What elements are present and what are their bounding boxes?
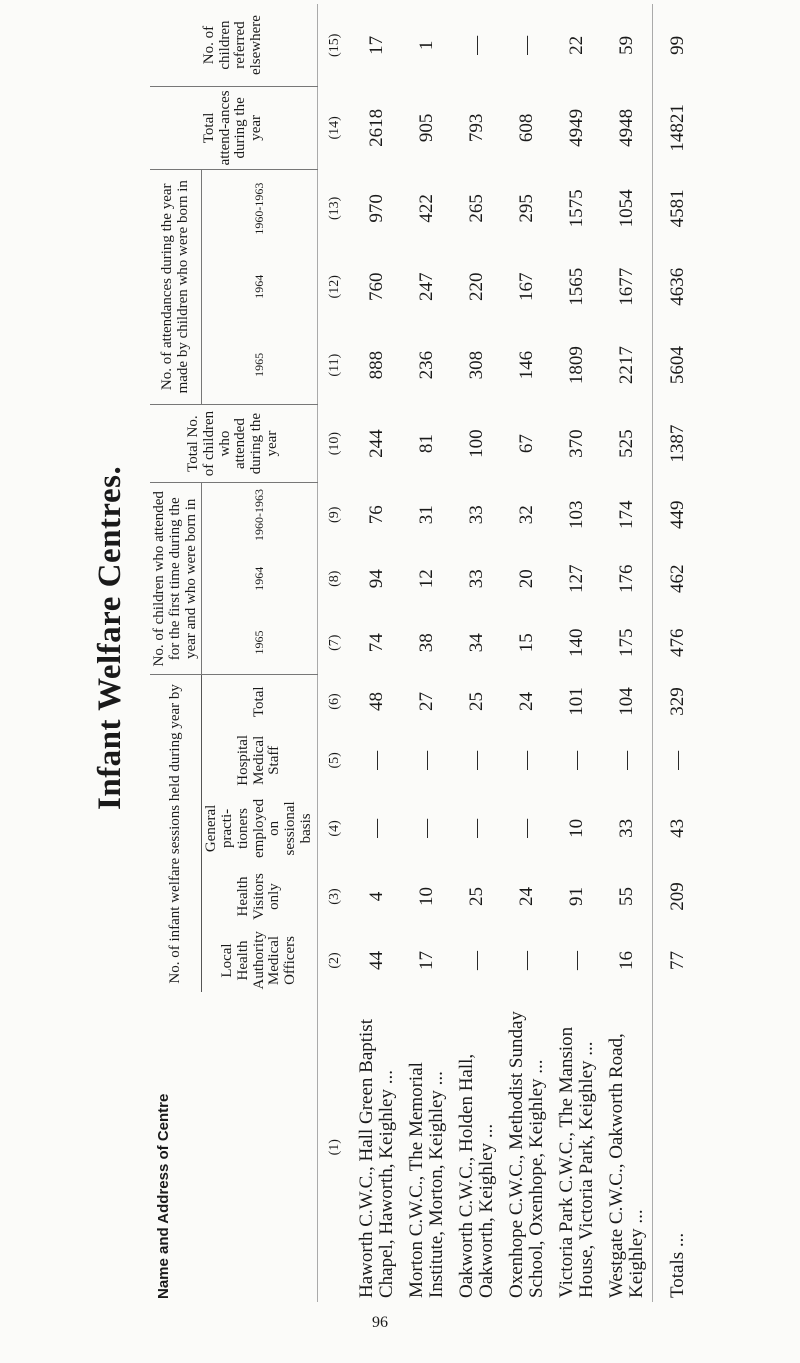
table-cell: 33 [615, 818, 637, 838]
header-total-children: Total No. of children who attended during the year [150, 404, 317, 482]
table-cell: 1 [415, 40, 437, 51]
table-cell: 34 [465, 633, 487, 653]
table-cell: 55 [615, 887, 637, 907]
table-cell: 31 [415, 505, 437, 525]
table-cell: 422 [415, 194, 437, 223]
totals-cell: 476 [652, 611, 703, 675]
table-cell: — [465, 750, 487, 770]
column-index: (15) [317, 4, 352, 87]
table-cell: — [465, 35, 487, 55]
header-sessions-group: No. of infant welfare sessions held during year by [150, 675, 202, 993]
page-title: Infant Welfare Centres. [92, 465, 128, 810]
column-index: (5) [317, 728, 352, 792]
header-total-attendances: Total attend-ances during the year [150, 87, 317, 170]
totals-cell: 209 [652, 865, 703, 929]
table-row [502, 4, 552, 1302]
centre-name: Oakworth C.W.C., Holden Hall, Oakworth, Keighley ... [455, 1053, 497, 1298]
column-index: (13) [317, 169, 352, 247]
table-cell: 38 [415, 633, 437, 653]
header-name: Name and Address of Centre [155, 1093, 172, 1299]
table-cell: — [515, 35, 537, 55]
table-row [602, 4, 653, 1302]
totals-cell: 449 [652, 483, 703, 547]
table-cell: — [565, 950, 587, 970]
header-health-visitors: Health Visitors only [234, 873, 283, 920]
column-index: (11) [317, 326, 352, 404]
header-year-1965-a: 1965 [202, 611, 317, 675]
totals-cell: 43 [652, 792, 703, 864]
table-cell: 167 [515, 272, 537, 302]
table-cell: 370 [565, 429, 587, 458]
totals-cell: 329 [652, 675, 703, 729]
table-cell: 101 [565, 687, 587, 716]
header-total-sessions: Total [250, 686, 267, 718]
centre-name: Morton C.W.C., The Memorial Institute, Morton, Keighley ... [405, 1062, 447, 1298]
table-cell: 103 [565, 500, 587, 530]
centre-name: Victoria Park C.W.C., The Mansion House, Victoria Park, Keighley ... [555, 1026, 597, 1298]
table-cell: 67 [515, 434, 537, 454]
column-index: (1) [317, 992, 352, 1302]
table-cell: 104 [615, 687, 637, 716]
totals-cell: 4581 [652, 169, 703, 247]
column-index: (7) [317, 611, 352, 675]
column-index-row [317, 4, 352, 1302]
column-index: (12) [317, 248, 352, 326]
table-cell: 32 [515, 505, 537, 525]
column-index: (3) [317, 865, 352, 929]
table-cell: 1809 [565, 346, 587, 385]
table-cell: 24 [515, 887, 537, 907]
table-cell: — [565, 750, 587, 770]
table-cell: 15 [515, 633, 537, 653]
column-index: (4) [317, 792, 352, 864]
header-hospital: Hospital Medical Staff [234, 734, 283, 786]
table-cell: — [365, 750, 387, 770]
table-cell: 17 [365, 35, 387, 55]
table-cell: — [515, 818, 537, 838]
table-cell: 970 [365, 194, 387, 223]
table-cell: 10 [565, 818, 587, 838]
table-cell: — [415, 750, 437, 770]
table-cell: 76 [365, 505, 387, 525]
table-cell: 760 [365, 272, 387, 302]
table-cell: 33 [465, 505, 487, 525]
table-cell: 4948 [615, 108, 637, 147]
table-cell: 220 [465, 272, 487, 302]
table-cell: 2618 [365, 108, 387, 147]
table-cell: 16 [615, 950, 637, 970]
table-cell: 525 [615, 429, 637, 458]
table-cell: 100 [465, 429, 487, 458]
header-year-1964-a: 1964 [202, 547, 317, 611]
header-year-1964-b: 1964 [202, 248, 317, 326]
header-group-row [150, 4, 202, 1302]
table-cell: — [465, 950, 487, 970]
header-year-1960-63-a: 1960-1963 [202, 483, 317, 547]
table-row [452, 4, 502, 1302]
table-cell: 25 [465, 692, 487, 712]
table-cell: 12 [415, 569, 437, 589]
table-cell: — [515, 750, 537, 770]
header-children-group: No. of children who attended for the first time during the year and who were born in [150, 483, 202, 675]
table-cell: 91 [565, 887, 587, 907]
column-index: (10) [317, 404, 352, 482]
centre-name: Westgate C.W.C., Oakworth Road, Keighley ... [605, 1033, 647, 1298]
table-cell: 4 [365, 891, 387, 902]
table-cell: — [365, 818, 387, 838]
table-cell: — [615, 750, 637, 770]
table-cell: 25 [465, 887, 487, 907]
table-cell: 1054 [615, 189, 637, 228]
header-local-health: Local Health Authority Medical Officers [219, 931, 298, 990]
table-cell: 793 [465, 113, 487, 143]
table-cell: 94 [365, 569, 387, 589]
table-cell: 1565 [565, 267, 587, 306]
totals-row [652, 4, 703, 1302]
table-cell: 17 [415, 950, 437, 970]
totals-cell: 14821 [652, 87, 703, 170]
table-cell: 10 [415, 887, 437, 907]
table-cell: 74 [365, 633, 387, 653]
totals-cell: 77 [652, 929, 703, 993]
centre-name: Haworth C.W.C., Hall Green Baptist Chapel, Haworth, Keighley ... [355, 1019, 397, 1298]
table-cell: 20 [515, 569, 537, 589]
header-gps: General practi-tioners employed on sessional basis [203, 798, 314, 858]
totals-cell: 99 [652, 4, 703, 87]
table-cell: 22 [565, 35, 587, 55]
table-cell: 1677 [615, 267, 637, 306]
table-cell: 247 [415, 272, 437, 302]
table-cell: 295 [515, 194, 537, 223]
table-cell: 48 [365, 692, 387, 712]
totals-cell: 5604 [652, 326, 703, 404]
totals-cell: 4636 [652, 248, 703, 326]
totals-cell: 462 [652, 547, 703, 611]
header-year-1960-63-b: 1960-1963 [202, 169, 317, 247]
table-cell: 176 [615, 564, 637, 593]
page-number: 96 [372, 1314, 388, 1331]
table-cell: 2217 [615, 346, 637, 385]
infant-welfare-table [150, 4, 703, 1302]
table-cell: 81 [415, 434, 437, 454]
totals-cell: — [652, 728, 703, 792]
table-cell: 265 [465, 194, 487, 223]
table-cell: 24 [515, 692, 537, 712]
column-index: (6) [317, 675, 352, 729]
column-index: (9) [317, 483, 352, 547]
totals-label: Totals ... [652, 992, 703, 1302]
table-cell: 4949 [565, 108, 587, 147]
table-row [552, 4, 602, 1302]
table-cell: 175 [615, 628, 637, 657]
table-cell: 608 [515, 113, 537, 143]
table-cell: — [415, 818, 437, 838]
table-cell: 44 [365, 950, 387, 970]
table-cell: 33 [465, 569, 487, 589]
table-cell: 59 [615, 35, 637, 55]
table-cell: 308 [465, 350, 487, 380]
column-index: (14) [317, 87, 352, 170]
table-cell: 1575 [565, 189, 587, 228]
table-cell: 174 [615, 500, 637, 530]
header-attendances-group: No. of attendances during the year made by children who were born in [150, 169, 202, 404]
table-row [352, 4, 402, 1302]
table-row [402, 4, 452, 1302]
column-index: (2) [317, 929, 352, 993]
table-cell: 27 [415, 692, 437, 712]
centre-name: Oxenhope C.W.C., Methodist Sunday School, Oxenhope, Keighley ... [505, 1011, 547, 1298]
table-cell: 146 [515, 350, 537, 380]
table-cell: 905 [415, 113, 437, 143]
table-cell: — [515, 950, 537, 970]
table-cell: 888 [365, 350, 387, 380]
table-cell: — [465, 818, 487, 838]
table-cell: 244 [365, 429, 387, 458]
table-cell: 236 [415, 350, 437, 380]
table-cell: 140 [565, 628, 587, 657]
header-year-1965-b: 1965 [202, 326, 317, 404]
table-cell: 127 [565, 564, 587, 593]
header-referred: No. of children referred elsewhere [150, 4, 317, 87]
column-index: (8) [317, 547, 352, 611]
totals-cell: 1387 [652, 404, 703, 482]
